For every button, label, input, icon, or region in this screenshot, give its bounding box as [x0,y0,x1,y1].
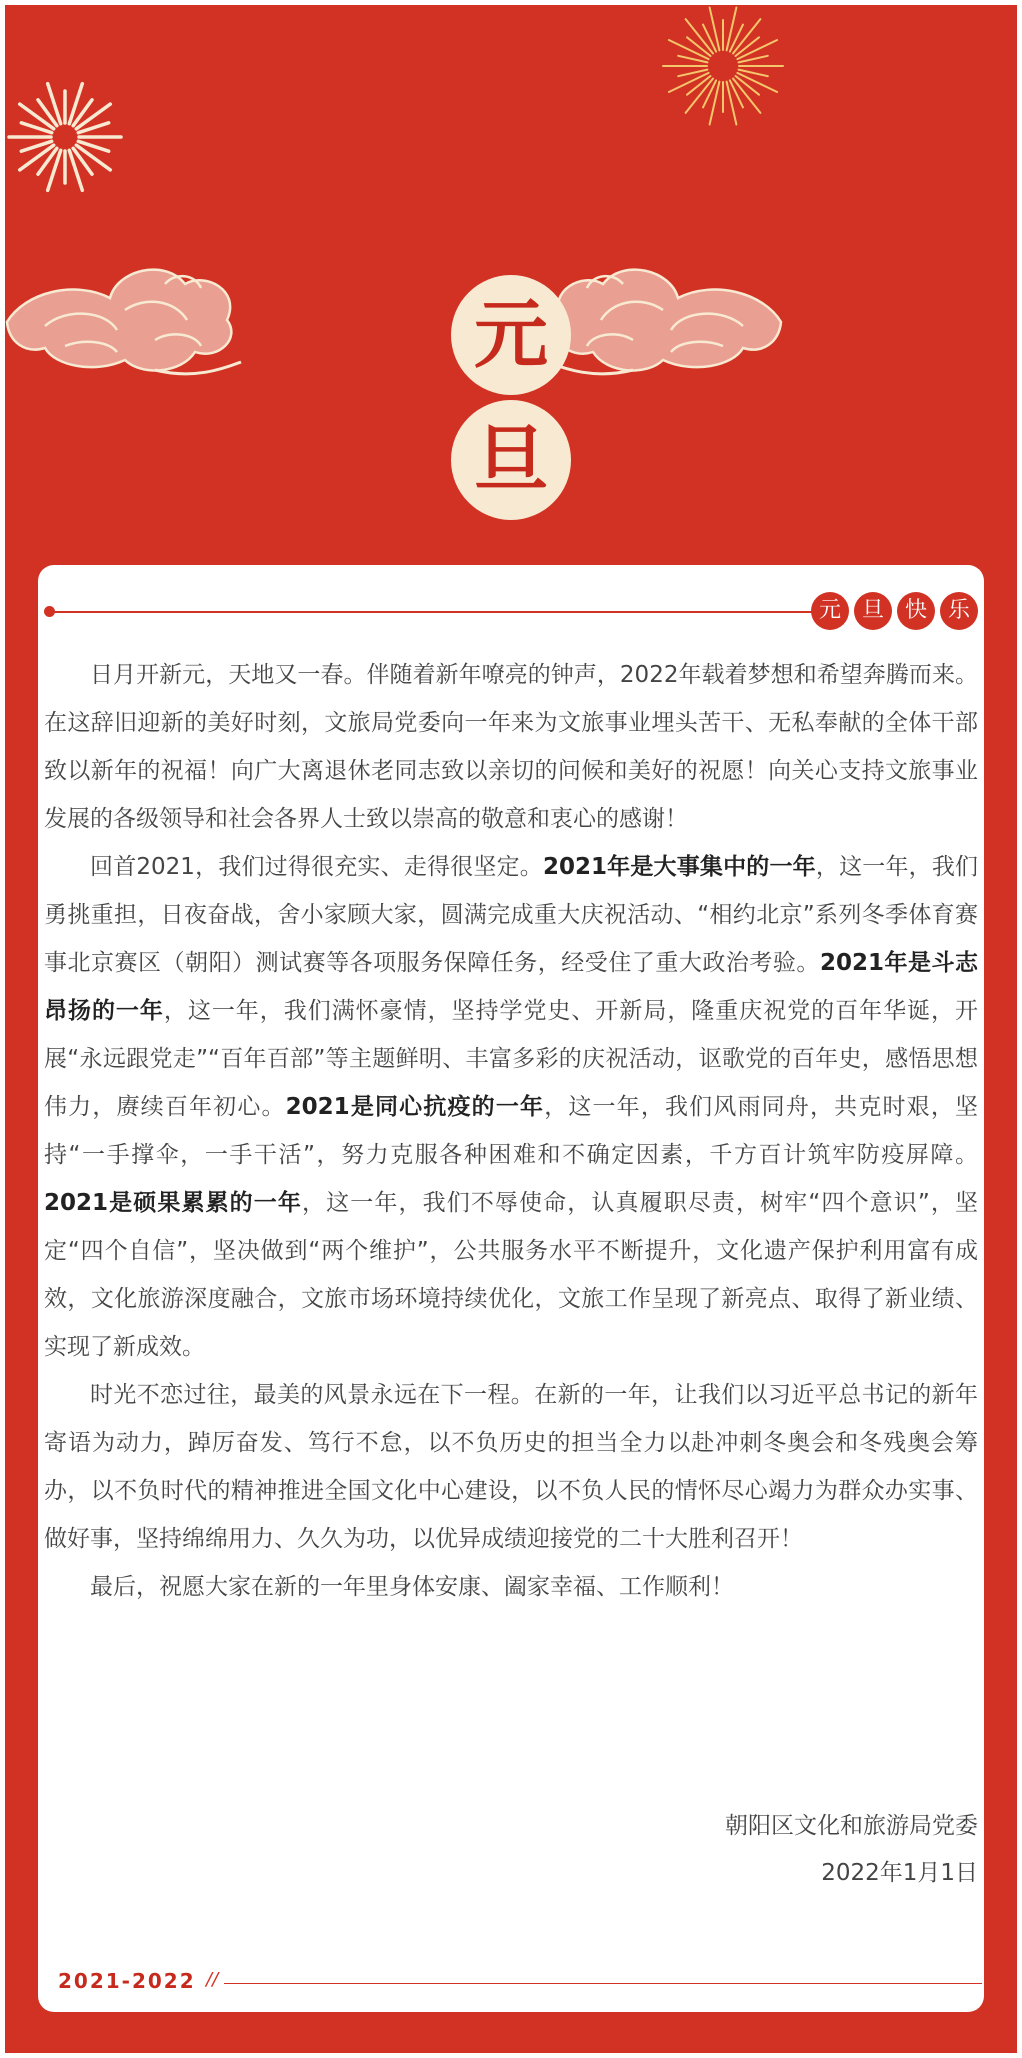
signature-date: 2022年1月1日 [821,1860,978,1886]
poster-background [5,5,1017,2053]
decor-divider [48,611,838,613]
firework-left-icon [5,75,127,199]
badge-char: 乐 [940,592,978,630]
auspicious-cloud-left-icon [5,250,245,385]
badge-char: 元 [811,592,849,630]
letter-paragraph [44,651,978,843]
highlight-text: 2021年是斗志昂扬的一年 [44,950,979,1024]
letter-paragraph [44,843,978,1371]
letter-body [44,651,978,1611]
letter-paragraph [44,1371,978,1563]
footer-years: 2021-2022 [58,1969,196,1993]
highlight-text: 2021年是大事集中的一年 [542,854,816,880]
body-text: 时光不恋过往，最美的风景永远在下一程。在新的一年，让我们以习近平总书记的新年寄语为动力，踔厉奋发、笃行不怠，以不负历史的担当全力以赴冲刺冬奥会和冬残奥会筹办，以不负时代的精神推进全国文化中心建设，以不负人民的情怀尽心竭力为群众办实事、做好事，坚持绵绵用力、久久为功，以优异成绩迎接党的二十大胜利召开！ [44,1382,978,1552]
body-text: ，这一年，我们不辱使命，认真履职尽责，树牢“四个意识”，坚定“四个自信”，坚决做到“两个维护”，公共服务水平不断提升，文化遗产保护利用富有成效，文化旅游深度融合，文旅市场环境持续优化，文旅工作呈现了新亮点、取得了新业绩、实现了新成效。 [44,1190,978,1360]
title-char-yuan: 元 [451,275,571,395]
highlight-text: 2021是同心抗疫的一年 [285,1094,545,1120]
body-text: ，这一年，我们满怀豪情，坚持学党史、开新局，隆重庆祝党的百年华诞，开展“永远跟党走”“百年百部”等主题鲜明、丰富多彩的庆祝活动，讴歌党的百年史，感悟思想伟力，赓续百年初心。 [44,998,979,1120]
auspicious-cloud-right-icon [543,250,783,385]
body-text: ，这一年，我们风雨同舟，共克时艰，坚持“一手撑伞，一手干活”，努力克服各种困难和不确定因素，千方百计筑牢防疫屏障。 [44,1094,979,1168]
body-text: 最后，祝愿大家在新的一年里身体安康、阖家幸福、工作顺利！ [90,1574,734,1600]
content-card [38,565,984,2012]
greeting-badges [811,592,978,630]
highlight-text: 2021是硕果累累的一年 [44,1190,303,1216]
badge-char: 旦 [854,592,892,630]
signature-org: 朝阳区文化和旅游局党委 [725,1813,978,1839]
firework-right-icon [659,5,787,130]
letter-paragraph [44,1563,978,1611]
footer-divider [224,1983,982,1984]
body-text: 回首2021，我们过得很充实、走得很坚定。 [90,854,543,880]
title-char-dan: 旦 [451,400,571,520]
body-text: 日月开新元，天地又一春。伴随着新年嘹亮的钟声，2022年载着梦想和希望奔腾而来。在这辞旧迎新的美好时刻，文旅局党委向一年来为文旅事业埋头苦干、无私奉献的全体干部致以新年的祝福！向广大离退休老同志致以亲切的问候和美好的祝愿！向关心支持文旅事业发展的各级领导和社会各界人士致以崇高的敬意和衷心的感谢！ [44,662,978,832]
signature [725,1803,978,1897]
footer-slashes: // [206,1969,219,1990]
body-text: ，这一年，我们勇挑重担，日夜奋战，舍小家顾大家，圆满完成重大庆祝活动、“相约北京”系列冬季体育赛事北京赛区（朝阳）测试赛等各项服务保障任务，经受住了重大政治考验。 [44,854,979,976]
badge-char: 快 [897,592,935,630]
